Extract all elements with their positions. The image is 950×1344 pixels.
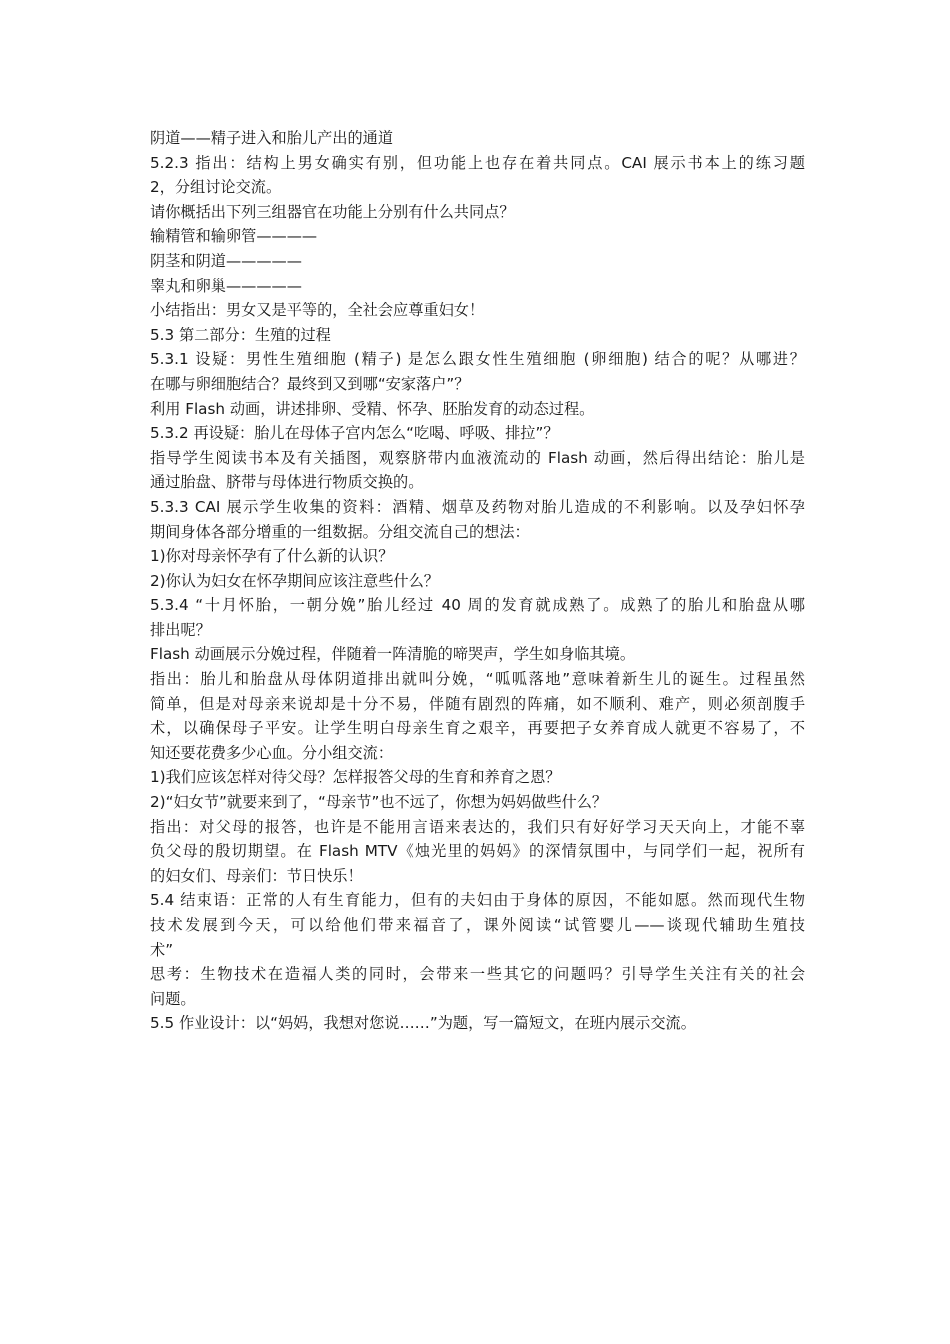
text-line: 阴茎和阴道—————	[150, 251, 302, 270]
text-line: 5.3.4 “十月怀胎，一朝分娩”胎儿经过 40 周的发育就成熟了。成熟了的胎儿和胎盘从哪	[150, 596, 805, 615]
text-line: Flash 动画展示分娩过程，伴随着一阵清脆的啼哭声，学生如身临其境。	[150, 645, 636, 664]
text-line: 思考：生物技术在造福人类的同时，会带来一些其它的问题吗？引导学生关注有关的社会	[150, 965, 805, 984]
text-line: 2)“妇女节”就要来到了，“母亲节”也不远了，你想为妈妈做些什么？	[150, 793, 608, 812]
document-page	[150, 126, 805, 1036]
text-line: 简单，但是对母亲来说却是十分不易，伴随有剧烈的阵痛，如不顺利、难产，则必须剖腹手	[150, 694, 805, 713]
text-line: 小结指出：男女又是平等的，全社会应尊重妇女！	[150, 301, 485, 320]
text-line: 负父母的殷切期望。在 Flash MTV《烛光里的妈妈》的深情氛围中，与同学们一起，祝所有	[150, 842, 805, 861]
text-line: 5.4 结束语：正常的人有生育能力，但有的夫妇由于身体的原因，不能如愿。然而现代生物	[150, 891, 805, 910]
text-line: 指出：胎儿和胎盘从母体阴道排出就叫分娩，“呱呱落地”意味着新生儿的诞生。过程虽然	[150, 670, 805, 689]
text-line: 的妇女们、母亲们：节日快乐！	[150, 866, 363, 885]
text-line: 阴道——精子进入和胎儿产出的通道	[150, 129, 393, 147]
text-line: 排出呢？	[150, 620, 211, 639]
text-line: 技术发展到今天，可以给他们带来福音了，课外阅读“试管婴儿——谈现代辅助生殖技	[150, 916, 805, 934]
text-line: 请你概括出下列三组器官在功能上分别有什么共同点？	[150, 202, 515, 221]
text-line: 2，分组讨论交流。	[150, 178, 282, 197]
text-line: 5.5 作业设计：以“妈妈，我想对您说……”为题，写一篇短文，在班内展示交流。	[150, 1014, 696, 1033]
text-line: 5.3.2 再设疑：胎儿在母体子宫内怎么“吃喝、呼吸、排拉”？	[150, 424, 559, 443]
text-line: 问题。	[150, 989, 196, 1008]
text-line: 通过胎盘、脐带与母体进行物质交换的。	[150, 473, 424, 492]
text-line: 2)你认为妇女在怀孕期间应该注意些什么？	[150, 571, 439, 590]
text-line: 1)你对母亲怀孕有了什么新的认识？	[150, 547, 394, 566]
text-line: 指导学生阅读书本及有关插图，观察脐带内血液流动的 Flash 动画，然后得出结论：胎儿是	[150, 448, 805, 467]
text-line: 5.3.3 CAI 展示学生收集的资料：酒精、烟草及药物对胎儿造成的不利影响。以及孕妇怀孕	[150, 497, 805, 516]
section-heading: 5.3 第二部分：生殖的过程	[150, 325, 331, 344]
text-line: 5.2.3 指出：结构上男女确实有别，但功能上也存在着共同点。CAI 展示书本上的练习题	[150, 153, 805, 172]
text-line: 睾丸和卵巢—————	[150, 276, 302, 295]
text-line: 术，以确保母子平安。让学生明白母亲生育之艰辛，再要把子女养育成人就更不容易了，不	[150, 719, 805, 738]
text-line: 5.3.1 设疑：男性生殖细胞 (精子) 是怎么跟女性生殖细胞 (卵细胞) 结合的呢？从哪进？	[150, 350, 805, 369]
text-line: 输精管和输卵管————	[150, 227, 318, 246]
text-line: 利用 Flash 动画，讲述排卵、受精、怀孕、胚胎发育的动态过程。	[150, 399, 595, 418]
text-line: 知还要花费多少心血。分小组交流：	[150, 743, 393, 762]
text-line: 术”	[150, 940, 174, 959]
text-line: 指出：对父母的报答，也许是不能用言语来表达的，我们只有好好学习天天向上，才能不辜	[150, 817, 805, 836]
text-line: 期间身体各部分增重的一组数据。分组交流自己的想法：	[150, 522, 530, 541]
text-line: 在哪与卵细胞结合？最终到又到哪“安家落户”？	[150, 374, 470, 393]
text-line: 1)我们应该怎样对待父母？怎样报答父母的生育和养育之恩？	[150, 768, 561, 787]
